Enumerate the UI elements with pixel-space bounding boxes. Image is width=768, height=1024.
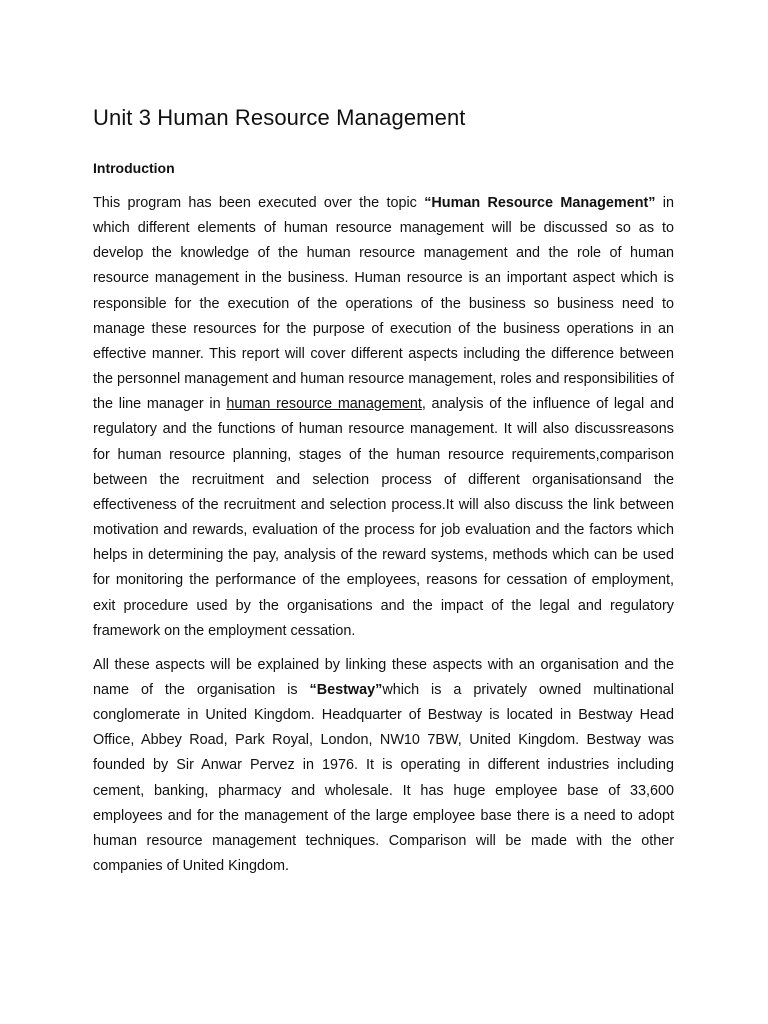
paragraph-1-bold-topic: “Human Resource Management” — [424, 195, 656, 211]
intro-paragraph-2 — [93, 653, 674, 879]
paragraph-2-text-end: which is a privately owned multinational conglomerate in United Kingdom. Headquarter of Bestway is located in Bestway Head Office, Abbey Road, Park Royal, London, NW10 7BW, United Kingdom. Bestway was founded by Sir Anwar Pervez in 1976. It is operating in different industries including cement, banking, pharmacy and wholesale. It has huge employee base of 33,600 employees and for the management of the large employee base there is a need to adopt human resource management techniques. Comparison will be made with the other companies of United Kingdom. — [93, 681, 674, 875]
paragraph-1-text-middle: in which different elements of human resource management will be discussed so as to develop the knowledge of the human resource management and the role of human resource management in the business. Human resource is an important aspect which is responsible for the execution of the operations of the business so business need to manage these resources for the purpose of execution of the business operations in an effective manner. This report will cover different aspects including the difference between the personnel management and human resource management, roles and responsibilities of the line manager in — [93, 195, 674, 413]
document-title: Unit 3 Human Resource Management — [93, 105, 466, 130]
document-page — [93, 96, 674, 879]
intro-paragraph-1 — [93, 191, 674, 644]
hrm-link[interactable]: human resource management — [226, 396, 422, 413]
paragraph-2-bold-organisation: “Bestway” — [309, 681, 383, 698]
paragraph-1-text-start: This program has been executed over the topic — [93, 195, 425, 211]
paragraph-1-text-end: , analysis of the influence of legal and regulatory and the functions of human resource management. It will also discussreasons for human resource planning, stages of the human resource requirements,comparison between the recruitment and selection process of different organisationsand the effectiveness of the recruitment and selection process.It will also discuss the link between motivation and rewards, evaluation of the process for job evaluation and the factors which helps in determining the pay, analysis of the reward systems, methods which can be used for monitoring the performance of the employees, reasons for cessation of employment, exit procedure used by the organisations and the impact of the legal and regulatory framework on the employment cessation. — [93, 396, 674, 639]
paragraph-2-text-start: All these aspects will be explained by linking these aspects with an organisation and the name of the organisation is — [93, 656, 674, 698]
section-heading-introduction: Introduction — [93, 160, 175, 176]
